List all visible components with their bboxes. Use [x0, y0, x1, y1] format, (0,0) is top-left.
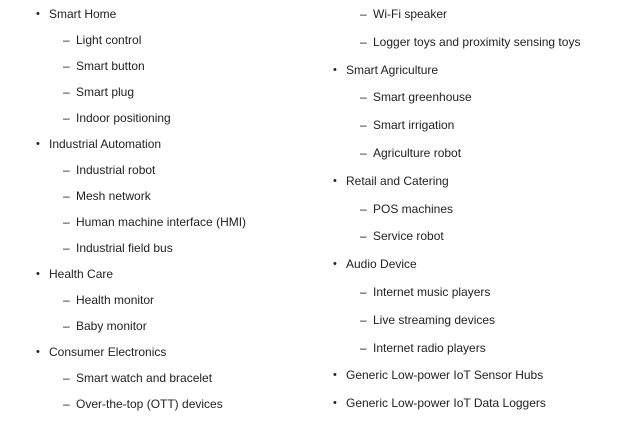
sub-list-item [63, 319, 147, 333]
sub-list-item [63, 189, 151, 203]
item-label: Industrial Automation [49, 137, 162, 151]
list-item [333, 257, 417, 271]
sub-list-item [360, 90, 472, 104]
dash-marker: – [63, 189, 70, 203]
bullet-marker: • [333, 258, 337, 271]
item-label: Smart watch and bracelet [76, 371, 213, 385]
dash-marker: – [63, 319, 70, 333]
dash-marker: – [360, 229, 367, 244]
bullet-marker: • [36, 8, 40, 20]
dash-marker: – [63, 241, 70, 255]
list-item [333, 174, 449, 188]
sub-list-item [63, 163, 155, 177]
sub-list-item [63, 371, 212, 385]
bullet-marker: • [333, 174, 337, 187]
bullet-marker: • [333, 397, 337, 410]
bullet-marker: • [333, 63, 337, 76]
item-label: Smart Home [49, 7, 117, 21]
dash-marker: – [360, 285, 367, 299]
dash-marker: – [63, 215, 70, 229]
sub-list-item [63, 293, 154, 307]
item-label: Smart plug [76, 85, 135, 99]
item-label: Internet radio players [373, 340, 486, 355]
item-label: POS machines [373, 201, 454, 216]
item-label: Over-the-top (OTT) devices [76, 397, 223, 411]
list-item [333, 368, 543, 382]
item-label: Service robot [373, 229, 444, 244]
dash-marker: – [360, 7, 367, 21]
dash-marker: – [360, 118, 367, 133]
dash-marker: – [63, 33, 70, 47]
item-label: Light control [76, 33, 142, 47]
sub-list-item [360, 118, 454, 132]
item-label: Retail and Catering [346, 173, 449, 188]
bullet-marker: • [36, 138, 40, 150]
sub-list-item [63, 111, 171, 125]
dash-marker: – [63, 111, 70, 125]
item-label: Indoor positioning [76, 111, 171, 125]
item-label: Smart button [76, 59, 145, 73]
dash-marker: – [63, 59, 70, 73]
dash-marker: – [360, 340, 367, 355]
dash-marker: – [360, 90, 367, 105]
sub-list-item [360, 35, 580, 49]
sub-list-item [360, 7, 447, 21]
item-label: Mesh network [76, 189, 151, 203]
list-item [36, 345, 166, 359]
item-label: Industrial field bus [76, 241, 173, 255]
item-label: Baby monitor [76, 319, 147, 333]
item-label: Agriculture robot [373, 146, 462, 160]
sub-list-item [63, 397, 223, 411]
sub-list-item [63, 33, 141, 47]
item-label: Logger toys and proximity sensing toys [373, 34, 581, 49]
bullet-marker: • [36, 346, 40, 358]
item-label: Live streaming devices [373, 312, 496, 327]
sub-list-item [360, 313, 495, 327]
item-label: Internet music players [373, 285, 491, 299]
dash-marker: – [360, 201, 367, 216]
item-label: Industrial robot [76, 163, 156, 177]
list-item [333, 396, 546, 410]
item-label: Smart Agriculture [346, 62, 439, 77]
bullet-marker: • [333, 369, 337, 382]
dash-marker: – [63, 293, 70, 307]
item-label: Audio Device [346, 257, 417, 272]
dash-marker: – [360, 312, 367, 327]
sub-list-item [63, 59, 145, 73]
list-item [333, 63, 438, 77]
item-label: Generic Low-power IoT Data Loggers [346, 396, 546, 411]
list-item [36, 137, 161, 151]
dash-marker: – [360, 34, 367, 49]
item-label: Smart greenhouse [373, 90, 472, 105]
list-item [36, 267, 113, 281]
item-label: Human machine interface (HMI) [76, 215, 247, 229]
dash-marker: – [63, 371, 70, 385]
sub-list-item [63, 85, 134, 99]
dash-marker: – [63, 85, 70, 99]
dash-marker: – [63, 163, 70, 177]
sub-list-item [360, 202, 453, 216]
sub-list-item [360, 285, 490, 299]
sub-list-item [63, 215, 246, 229]
dash-marker: – [63, 397, 70, 411]
list-item [36, 7, 116, 21]
sub-list-item [63, 241, 173, 255]
item-label: Health Care [49, 267, 114, 281]
item-label: Consumer Electronics [49, 345, 167, 359]
item-label: Generic Low-power IoT Sensor Hubs [346, 368, 544, 383]
dash-marker: – [360, 146, 367, 160]
sub-list-item [360, 341, 486, 355]
item-label: Health monitor [76, 293, 155, 307]
sub-list-item [360, 146, 461, 160]
item-label: Smart irrigation [373, 118, 455, 133]
sub-list-item [360, 229, 444, 243]
bullet-marker: • [36, 268, 40, 280]
item-label: Wi-Fi speaker [373, 7, 448, 21]
